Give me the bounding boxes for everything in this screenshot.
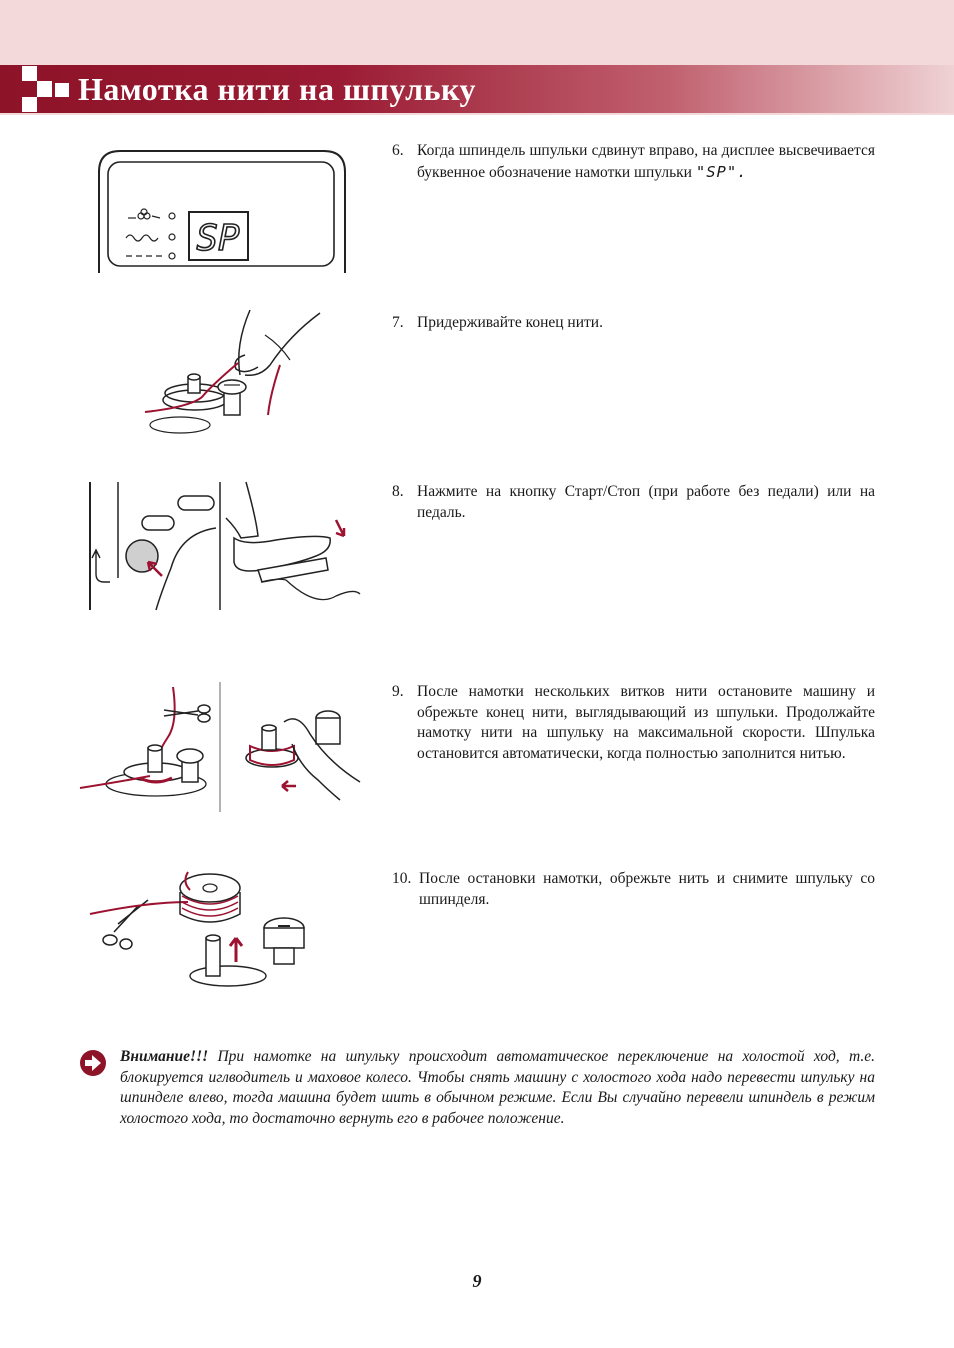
- step-text: После намотки нескольких витков нити остановите машину и обрежьте конец нити, выглядывающий из шпульки. Продолжайте намотку нити на шпульку на максимальной скорости. Шпулька остановится автоматически, когда полностью заполнится нитью.: [417, 683, 875, 762]
- remove-bobbin-illustration: [88, 862, 308, 990]
- cut-thread-winding-illustration: [78, 682, 368, 814]
- title-decor-square: [55, 83, 69, 97]
- hold-thread-illustration: [140, 305, 350, 440]
- arrow-right-icon: [79, 1049, 107, 1077]
- title-decor-square: [22, 66, 37, 81]
- title-decor-square: [37, 81, 52, 97]
- page-title: Намотка нити на шпульку: [78, 71, 476, 107]
- page-number: 9: [472, 1271, 482, 1291]
- display-panel-illustration: [96, 148, 348, 274]
- step-number: 9.: [392, 683, 404, 700]
- step-text: После остановки намотки, обрежьте нить и снимите шпульку со шпинделя.: [419, 870, 875, 908]
- step-10: [392, 869, 875, 910]
- step-number: 7.: [392, 314, 404, 331]
- step-8: [392, 482, 875, 523]
- step-7: [392, 313, 875, 334]
- warning-text: При намотке на шпульку происходит автоматическое переключение на холостой ход, т.е. блокируется иглводитель и маховое колесо. Чтобы снять машину с холостого хода надо перевести шпульку на шпинделе влево, тогда машина будет шить в обычном режиме. Если Вы случайно перевели шпиндель в режим холостого хода, то достаточно вернуть его в рабочее положение.: [120, 1048, 876, 1128]
- title-decor-square: [22, 97, 37, 112]
- step-text: Придерживайте конец нити.: [417, 314, 603, 331]
- stitch-mode-icons: [126, 209, 162, 256]
- step-9: [392, 682, 875, 764]
- step-number: 10.: [392, 870, 412, 887]
- step-number: 8.: [392, 483, 404, 500]
- step-6: [392, 141, 875, 183]
- sp-indicator-text: "SP".: [695, 162, 748, 181]
- start-stop-pedal-illustration: [86, 478, 364, 612]
- display-readout: SP: [196, 218, 240, 259]
- step-number: 6.: [392, 142, 404, 159]
- scissors-icon: [164, 705, 210, 722]
- step-text: Нажмите на кнопку Старт/Стоп (при работе без педали) или на педаль.: [417, 483, 875, 521]
- step-text: Когда шпиндель шпульки сдвинут вправо, на дисплее высвечивается буквенное обозначение намотки шпульки "SP".: [417, 142, 875, 181]
- warning-label: Внимание!!!: [120, 1048, 209, 1065]
- warning-note: [120, 1047, 875, 1130]
